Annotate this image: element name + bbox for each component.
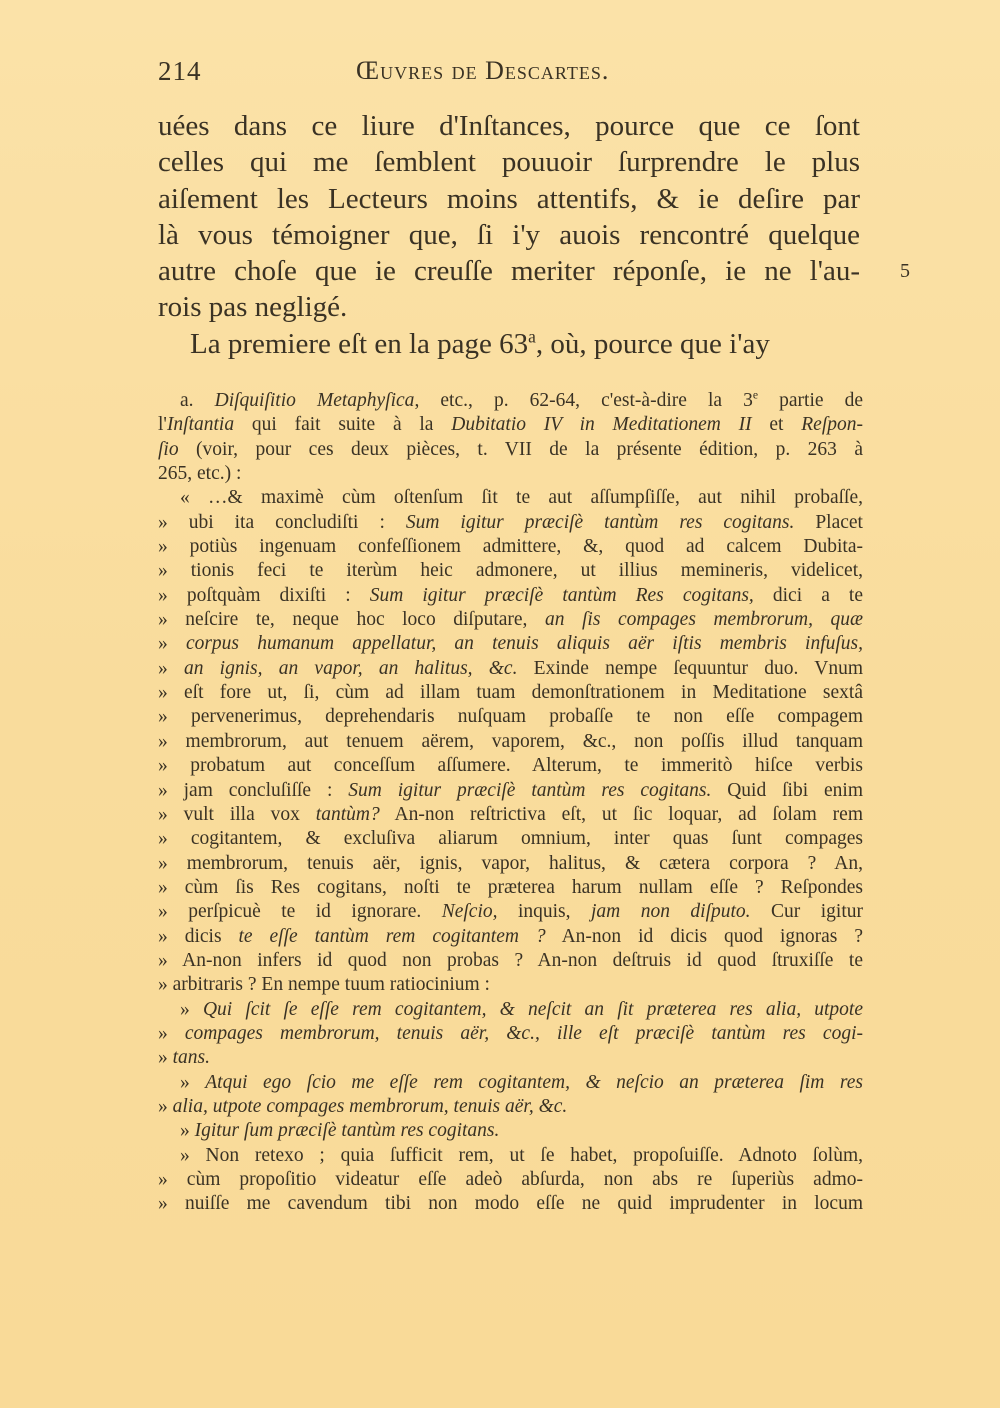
footnote-line <box>158 486 863 510</box>
italic-text: Atqui ego ſcio me eſſe rem cogitantem, & neſcio an præterea ſim res <box>205 1071 863 1093</box>
footnote-text: An-non id dicis quod ignoras ? <box>545 925 863 947</box>
footnote-text: Cur igitur <box>750 901 863 923</box>
footnote-text: (voir, pour ces deux pièces, t. VII de la présente édition, p. 263 à <box>178 438 863 460</box>
footnote-text: » cogitantem, & excluſiva aliarum omnium, inter quas ſunt compages <box>158 828 863 850</box>
footnote-line <box>158 1022 863 1046</box>
footnote-line <box>158 754 863 778</box>
footnote-text: » <box>158 633 186 655</box>
main-text-line <box>158 326 860 362</box>
footnote-line <box>158 584 863 608</box>
footnote-text: l' <box>158 414 167 436</box>
footnote-text: » <box>180 1120 195 1142</box>
margin-line-number: 5 <box>900 260 910 282</box>
footnote-text: et <box>751 414 802 436</box>
italic-text: Sum igitur præciſè tantùm res cogitans. <box>405 511 795 533</box>
footnote-text: » Non retexo ; quia ſufficit rem, ut ſe habet, propoſuiſſe. Adnoto ſolùm, <box>180 1144 863 1166</box>
footnote-text: » nuiſſe me cavendum tibi non modo eſſe ne quid imprudenter in locum <box>158 1193 863 1215</box>
footnote-text: » eſt fore ut, ſi, cùm ad illam tuam demonſtrationem in Meditatione sextâ <box>158 682 863 704</box>
footnote-text: , etc., p. 62-64, c'est-à-dire la 3 <box>414 390 753 411</box>
footnote-text: « …& maximè cùm oſtenſum ſit te aut aſſumpſiſſe, aut nihil probaſſe, <box>180 487 863 509</box>
footnote-line <box>158 535 863 559</box>
main-text-line: celles qui me ſemblent pouuoir ſurprendre le plus <box>158 146 860 179</box>
footnote-text: » dicis <box>158 925 239 947</box>
page-number: 214 <box>158 56 202 86</box>
footnote-text: inquis, <box>497 901 591 923</box>
footnote-block <box>158 389 863 1217</box>
italic-text: ſio <box>158 438 179 460</box>
footnote-text: » probatum aut conceſſum aſſumere. Alterum, te immeritò hiſce verbis <box>158 755 863 777</box>
footnote-line <box>158 876 863 900</box>
footnote-line <box>158 1095 863 1119</box>
main-text-line: aiſement les Lecteurs moins attentifs, & ie deſire par <box>158 182 860 215</box>
italic-text: Dubitatio IV in Meditationem II <box>451 414 752 436</box>
footnote-text: dici a te <box>753 584 863 606</box>
main-text-line: uées dans ce liure d'Inſtances, pource que ce ſont <box>158 110 860 142</box>
footnote-line <box>158 852 863 876</box>
running-title: Œuvres de Descartes. <box>356 56 610 85</box>
main-text-fragment: La premiere eſt en la page 63 <box>190 327 529 360</box>
footnote-text: » arbitraris ? En nempe tuum ratiocinium : <box>158 974 490 996</box>
footnote-line <box>158 1192 863 1216</box>
footnote-text: » <box>180 1071 206 1093</box>
footnote-line <box>158 389 863 413</box>
footnote-line <box>158 511 863 535</box>
footnote-line <box>158 438 863 462</box>
footnote-text: » jam concluſiſſe : <box>158 779 349 801</box>
footnote-line <box>158 705 863 729</box>
footnote-text: » <box>158 1022 185 1044</box>
main-text-block <box>158 108 860 362</box>
footnote-text: An-non reſtrictiva eſt, ut ſic loquar, ad ſolam rem <box>379 803 863 825</box>
footnote-line <box>158 998 863 1022</box>
italic-text: compages membrorum, tenuis aër, &c., ille eſt præciſè tantùm res cogi- <box>184 1022 863 1044</box>
footnote-line <box>158 730 863 754</box>
italic-text: tantùm? <box>315 803 380 825</box>
footnote-text: » perſpicuè te id ignorare. <box>158 901 442 923</box>
footnote-text: » tionis feci te iterùm heic admonere, ut illius memineris, videlicet, <box>158 560 863 582</box>
footnote-text: 265, etc.) : <box>158 463 242 485</box>
footnote-line <box>158 973 863 997</box>
footnote-text: Quid ſibi enim <box>711 779 863 801</box>
italic-text: te eſſe tantùm rem cogitantem ? <box>238 925 546 947</box>
footnote-text: Exinde nempe ſequuntur duo. Vnum <box>517 657 864 679</box>
footnote-text: » <box>158 1095 173 1117</box>
italic-text: tans. <box>172 1047 211 1069</box>
footnote-text: » An-non infers id quod non probas ? An-non deſtruis id quod ſtruxiſſe te <box>158 949 863 971</box>
footnote-line <box>158 462 863 486</box>
main-text-line: autre choſe que ie creuſſe meriter réponſe, ie ne l'au- <box>158 255 860 288</box>
footnote-line <box>158 632 863 656</box>
footnote-text: » vult illa vox <box>158 803 316 825</box>
italic-text: jam non diſputo. <box>590 901 751 923</box>
main-text-fragment: , où, pource que i'ay <box>535 327 770 360</box>
footnote-line <box>158 779 863 803</box>
footnote-line <box>158 1144 863 1168</box>
footnote-text: » membrorum, aut tenuem aërem, vaporem, &c., non poſſis illud tanquam <box>158 730 863 752</box>
footnote-line <box>158 559 863 583</box>
main-text-line: rois pas negligé. <box>158 291 348 324</box>
running-header <box>158 56 858 96</box>
footnote-line <box>158 681 863 705</box>
footnote-line <box>158 900 863 924</box>
main-text-line: là vous témoigner que, ſi i'y auois rencontré quelque <box>158 218 860 251</box>
italic-text: an ſis compages membrorum, quæ <box>544 609 863 631</box>
footnote-line <box>158 803 863 827</box>
italic-text: Igitur ſum præciſè tantùm res cogitans. <box>194 1120 500 1142</box>
footnote-line <box>158 925 863 949</box>
footnote-line <box>158 1071 863 1095</box>
footnote-reference[interactable]: a <box>528 326 536 347</box>
footnote-text: » potiùs ingenuam confeſſionem admittere, &, quod ad calcem Dubita- <box>158 536 863 558</box>
footnote-text: Placet <box>794 511 863 533</box>
footnote-line <box>158 1046 863 1070</box>
footnote-text: » poſtquàm dixiſti : <box>158 584 370 606</box>
footnote-text: » <box>158 657 184 679</box>
italic-text: Reſpon- <box>801 414 863 436</box>
italic-text: Qui ſcit ſe eſſe rem cogitantem, & neſcit an ſit præterea res alia, utpote <box>202 998 864 1020</box>
footnote-text: » <box>180 998 203 1020</box>
italic-text: alia, utpote compages membrorum, tenuis aër, &c. <box>172 1095 568 1117</box>
footnote-line <box>158 827 863 851</box>
footnote-text: a. <box>180 390 215 411</box>
italic-text: Sum igitur præciſè tantùm res cogitans. <box>348 779 712 801</box>
italic-text: Inſtantia <box>166 414 235 436</box>
footnote-text: » neſcire te, neque hoc loco diſputare, <box>158 609 545 631</box>
footnote-text: » pervenerimus, deprehendaris nuſquam probaſſe te non eſſe compagem <box>158 706 863 728</box>
italic-text: corpus humanum appellatur, an tenuis aliquis aër iſtis membris infuſus, <box>185 633 864 655</box>
footnote-line <box>158 608 863 632</box>
italic-text: Diſquiſitio Metaphyſica <box>214 390 415 411</box>
footnote-text: qui fait suite à la <box>234 414 452 436</box>
footnote-text: » cùm propoſitio videatur eſſe adeò abſurda, non abs re ſuperiùs admo- <box>158 1169 863 1190</box>
footnote-text: » <box>158 1047 173 1069</box>
italic-text: Sum igitur præciſè tantùm Res cogitans, <box>369 584 754 606</box>
footnote-text: e <box>752 388 759 402</box>
footnote-text: » ubi ita concludiſti : <box>158 511 406 533</box>
footnote-text: partie de <box>758 390 864 411</box>
italic-text: an ignis, an vapor, an halitus, &c. <box>183 657 518 679</box>
footnote-line <box>158 1119 863 1143</box>
footnote-text: » membrorum, tenuis aër, ignis, vapor, halitus, & cætera corpora ? An, <box>158 852 863 874</box>
footnote-line <box>158 657 863 681</box>
footnote-text: » cùm ſis Res cogitans, noſti te præterea harum nullam eſſe ? Reſpondes <box>158 876 863 898</box>
footnote-line <box>158 1168 863 1192</box>
italic-text: Neſcio, <box>441 901 498 923</box>
footnote-line <box>158 949 863 973</box>
footnote-line <box>158 413 863 437</box>
